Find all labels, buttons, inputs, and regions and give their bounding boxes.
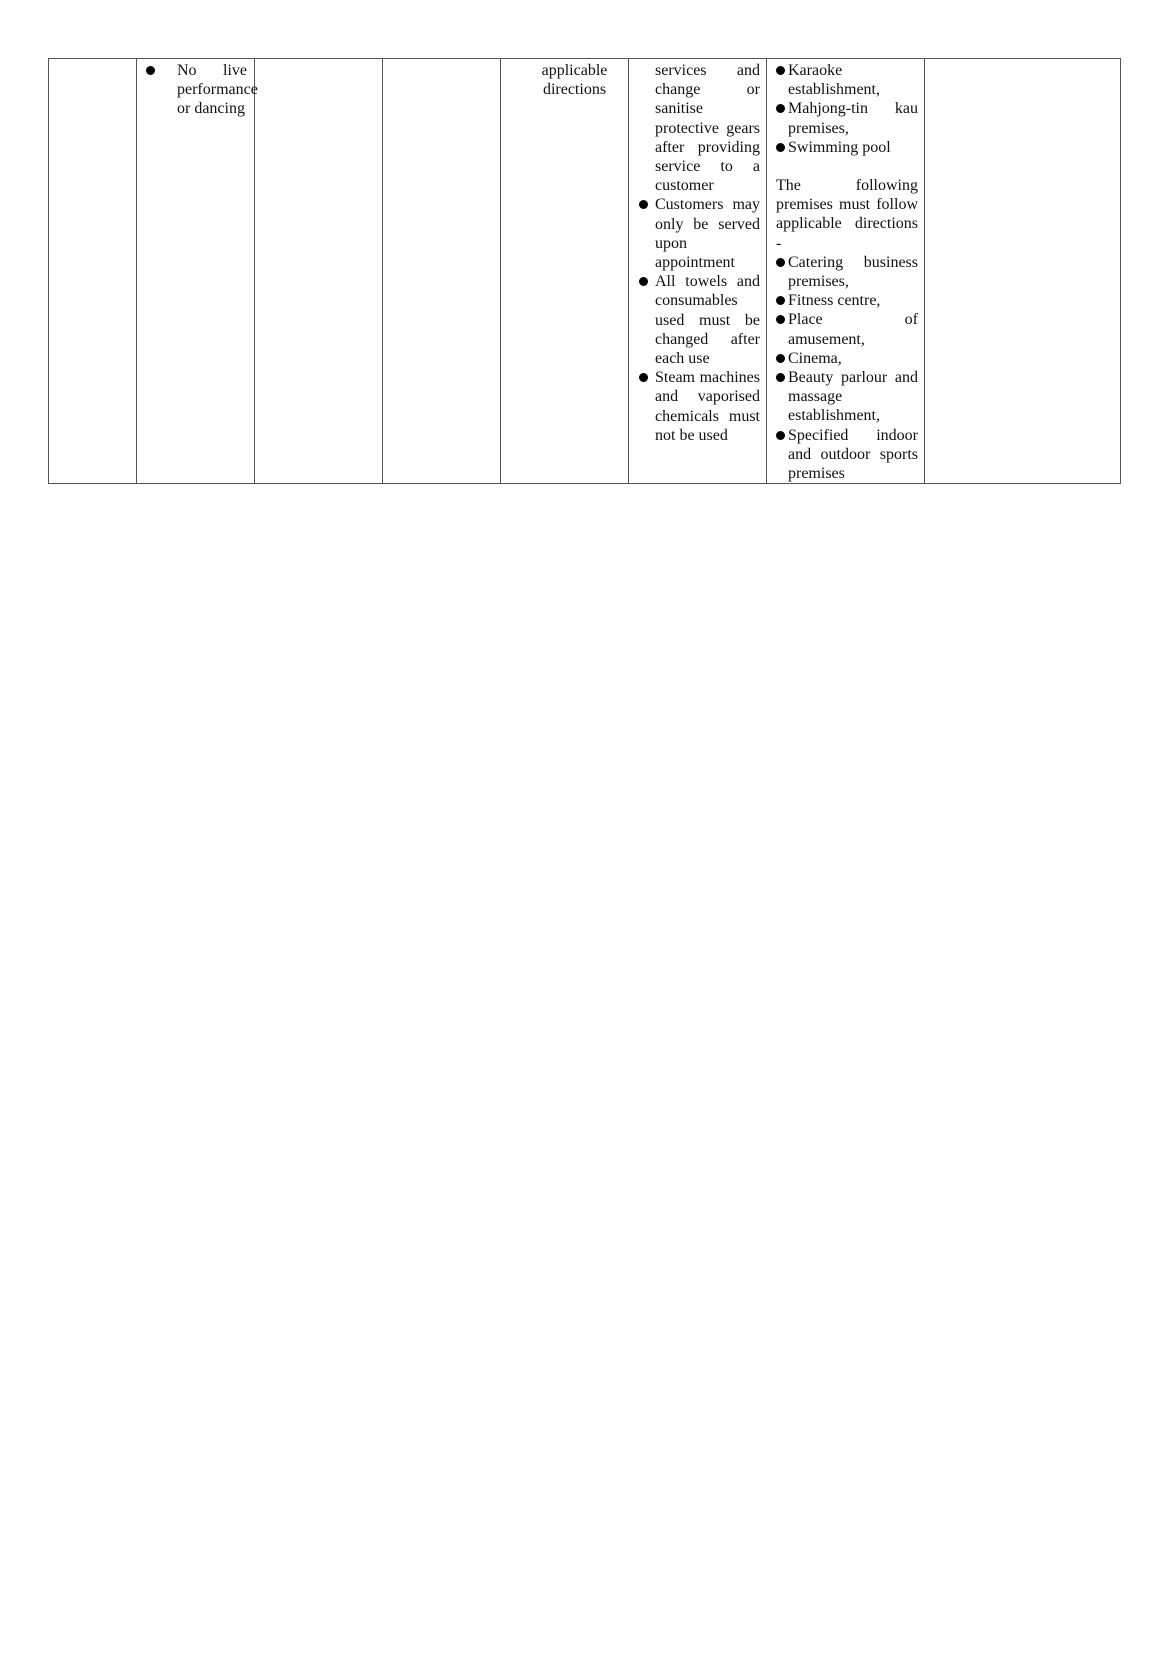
- list-item-text: Catering business premises,: [788, 253, 918, 291]
- table-cell-col3: [255, 59, 383, 484]
- list-item-text: Beauty parlour and massage establishment,: [788, 369, 918, 425]
- bullet-icon: [776, 104, 785, 113]
- list-item-text: Customers may only be served upon appointment: [655, 196, 760, 272]
- bullet-list: [137, 61, 258, 119]
- bullet-icon: [776, 296, 785, 305]
- bullet-icon: [776, 315, 785, 324]
- list-item: [137, 61, 258, 119]
- list-item: [776, 291, 918, 310]
- table-row: [49, 59, 1121, 484]
- list-item-text: Steam machines and vaporised chemicals must not be used: [655, 369, 760, 444]
- list-item: [776, 349, 918, 368]
- table-cell-col4: [383, 59, 501, 484]
- bullet-list-top: [776, 61, 918, 157]
- list-item-continuation: [629, 61, 760, 195]
- bullet-icon: [776, 431, 785, 440]
- list-item-text: Karaoke establishment,: [788, 62, 880, 99]
- list-item-text: All towels and consumables used must be changed after each use: [655, 273, 760, 368]
- bullet-list-bottom: [776, 253, 918, 483]
- bullet-icon: [776, 354, 785, 363]
- list-item: [776, 310, 918, 348]
- requirements-table: [48, 58, 1121, 484]
- bullet-icon: [639, 200, 648, 209]
- table-cell-col1: [49, 59, 137, 484]
- list-item-text: services and change or sanitise protective gears after providing service to a customer: [655, 62, 760, 195]
- paragraph: The following premises must follow applicable directions -: [776, 177, 918, 252]
- table-cell-col2: [137, 59, 258, 484]
- bullet-list: [629, 61, 760, 445]
- list-item: [776, 138, 918, 157]
- list-item-text: Cinema,: [788, 349, 842, 367]
- list-item: [776, 426, 918, 484]
- list-item: [629, 368, 760, 445]
- bullet-icon: [776, 66, 785, 75]
- list-item-text: Fitness centre,: [788, 292, 881, 310]
- list-item: [776, 253, 918, 291]
- list-item: [629, 272, 760, 368]
- bullet-icon: [146, 66, 155, 75]
- list-item: [776, 61, 918, 99]
- list-item-text: No live performance or dancing: [177, 62, 258, 118]
- table-cell-col7: [767, 59, 925, 484]
- list-item-text: Place of amusement,: [788, 311, 918, 348]
- bullet-icon: [776, 143, 785, 152]
- table-cell-col6: [629, 59, 767, 484]
- list-item: [776, 99, 918, 137]
- bullet-icon: [776, 373, 785, 382]
- bullet-icon: [639, 277, 648, 286]
- bullet-icon: [639, 373, 648, 382]
- cell-text: applicable directions: [541, 62, 608, 99]
- table-cell-col5: [501, 59, 629, 484]
- list-item-text: Swimming pool: [788, 138, 891, 156]
- list-item-text: Specified indoor and outdoor sports premises: [788, 426, 918, 483]
- list-item: [629, 195, 760, 272]
- list-item: [776, 368, 918, 426]
- table-cell-col8: [925, 59, 1121, 484]
- list-item-text: Mahjong-tin kau premises,: [788, 100, 918, 137]
- bullet-icon: [776, 258, 785, 267]
